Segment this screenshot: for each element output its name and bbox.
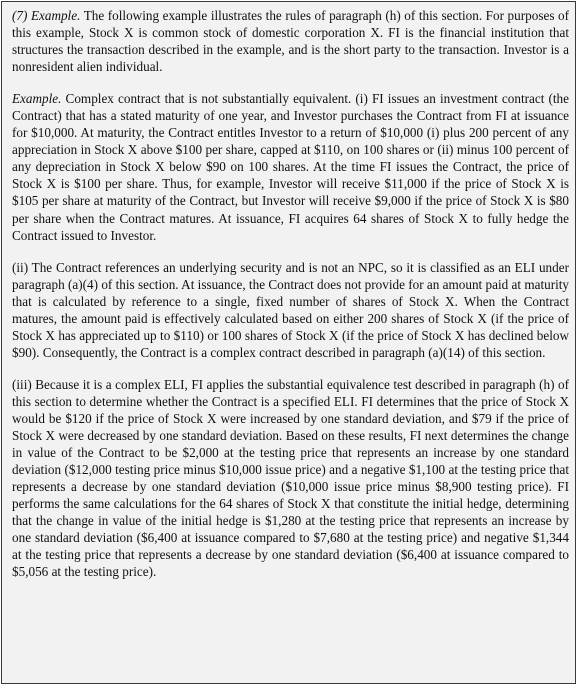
paragraph-body: Complex contract that is not substantially equivalent. (i) FI issues an investment contract (the Contract) that has a stated maturity of one year, and Investor purchases the Contract from FI at issuance for $10,000. At maturity, the Contract entitles Investor to a return of $10,000 (i) plus 200 percent of any appreciation in Stock X above $100 per share, capped at $110, on 100 shares or (ii) minus 100 percent of any depreciation in Stock X below $90 on 100 shares. At the time FI issues the Contract, the price of Stock X is $100 per share. Thus, for example, Investor will receive $11,000 if the price of Stock X is $105 per share at maturity of the Contract, but Investor will receive $9,000 if the price of Stock X is $80 per share when the Contract matures. At issuance, FI acquires 64 shares of Stock X to fully hedge the Contract issued to Investor. <box>12 91 569 243</box>
paragraph-ii <box>12 259 569 361</box>
paragraph-body: (ii) The Contract references an underlying security and is not an NPC, so it is classified as an ELI under paragraph (a)(4) of this section. At issuance, the Contract does not provide for an amount paid at maturity that is calculated by reference to a single, fixed number of shares of Stock X. When the Contract matures, the amount paid is effectively calculated based on either 200 shares of Stock X (if the price of Stock X has appreciated up to $110) or 100 shares of Stock X (if the price of Stock X has declined below $90). Consequently, the Contract is a complex contract described in paragraph (a)(14) of this section. <box>12 259 570 360</box>
paragraph-body: (iii) Because it is a complex ELI, FI applies the substantial equivalence test described in paragraph (h) of this section to determine whether the Contract is a specified ELI. FI determines that the price of Stock X would be $120 if the price of Stock X were increased by one standard deviation, and $79 if the price of Stock X were decreased by one standard deviation. Based on these results, FI next determines the change in value of the Contract to be $2,000 at the testing price that represents an increase by one standard deviation ($12,000 testing price minus $10,000 issue price) and a negative $1,100 at the testing price that represents a decrease by one standard deviation ($10,000 issue price minus $8,900 testing price). FI performs the same calculations for the 64 shares of Stock X that constitute the initial hedge, determining that the change in value of the initial hedge is $1,280 at the testing price that represents an increase by one standard deviation ($6,400 at issuance compared to $7,680 at the testing price) and negative $1,344 at the testing price that represents a decrease by one standard deviation ($6,400 at issuance compared to $5,056 at the testing price). <box>12 376 569 580</box>
paragraph-iii <box>12 376 569 581</box>
paragraph-lead: Example. <box>12 91 62 107</box>
paragraph-example-contract <box>12 90 569 243</box>
document-text-box <box>1 1 576 684</box>
paragraph-body: The following example illustrates the rules of paragraph (h) of this section. For purposes of this example, Stock X is common stock of domestic corporation X. FI is the financial institution that structures the transaction described in the example, and is the short party to the transaction. Investor is a nonresident alien individual. <box>12 8 569 75</box>
paragraph-example-intro <box>12 7 569 75</box>
paragraph-lead: (7) Example. <box>12 8 81 23</box>
